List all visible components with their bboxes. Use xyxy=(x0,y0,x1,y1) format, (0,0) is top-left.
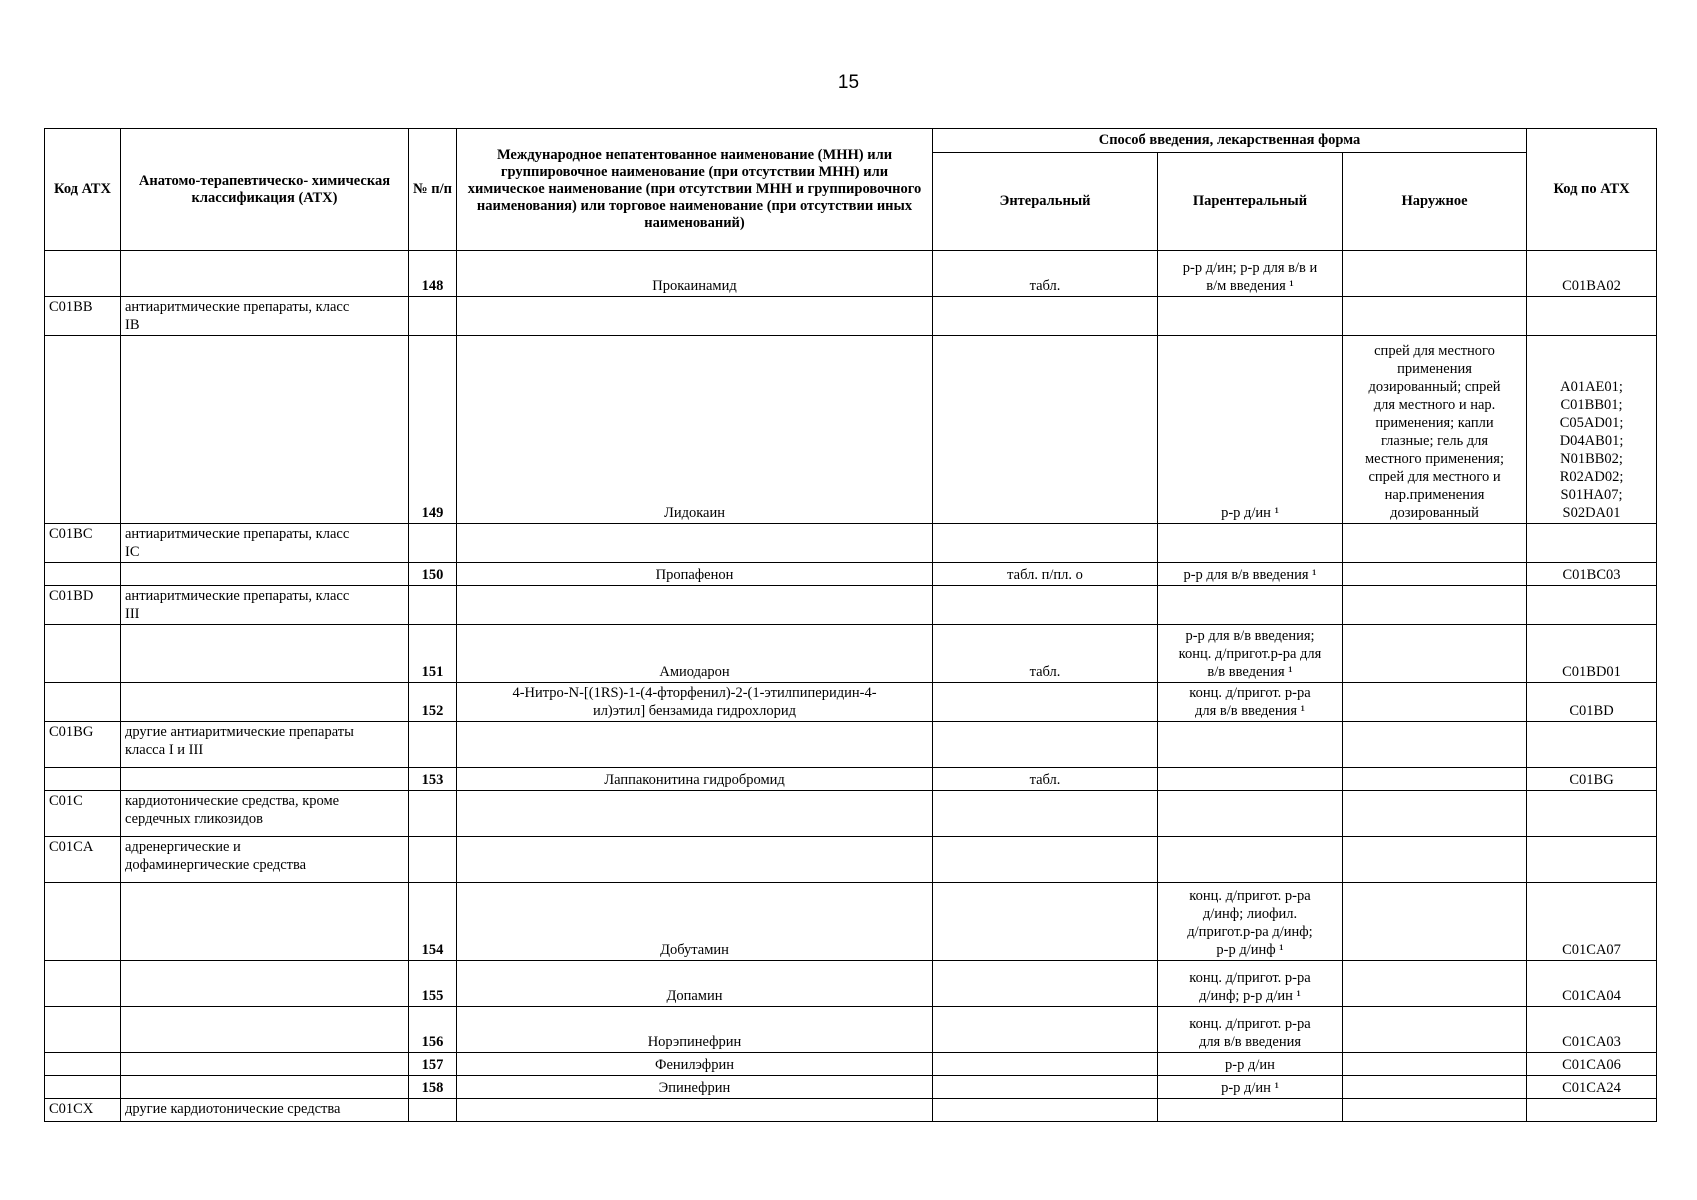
atc-code-by-cell: C01CA04 xyxy=(1527,961,1657,1007)
drug-name-cell xyxy=(457,297,933,336)
enteral-cell xyxy=(933,1099,1158,1122)
classification-cell xyxy=(121,251,409,297)
enteral-cell: табл. п/пл. о xyxy=(933,563,1158,586)
row-number-cell xyxy=(409,297,457,336)
external-cell xyxy=(1343,563,1527,586)
parenteral-cell xyxy=(1158,722,1343,768)
classification-cell xyxy=(121,768,409,791)
atc-code-by-cell: C01CA24 xyxy=(1527,1076,1657,1099)
external-cell xyxy=(1343,961,1527,1007)
table-row xyxy=(45,297,1657,336)
row-number-cell xyxy=(409,722,457,768)
parenteral-cell: р-р д/ин ¹ xyxy=(1158,1076,1343,1099)
header-route-group: Способ введения, лекарственная форма xyxy=(933,129,1527,153)
parenteral-cell: р-р д/ин xyxy=(1158,1053,1343,1076)
table-row xyxy=(45,961,1657,1007)
atc-code-by-cell: C01BD01 xyxy=(1527,625,1657,683)
enteral-cell xyxy=(933,883,1158,961)
classification-cell: антиаритмические препараты, класс IB xyxy=(121,297,409,336)
row-number-cell: 153 xyxy=(409,768,457,791)
table-row xyxy=(45,563,1657,586)
atc-code-by-cell xyxy=(1527,722,1657,768)
atc-code-by-cell: C01BG xyxy=(1527,768,1657,791)
atc-code-by-cell: C01BA02 xyxy=(1527,251,1657,297)
drug-name-cell xyxy=(457,586,933,625)
table-row xyxy=(45,524,1657,563)
table-row xyxy=(45,1007,1657,1053)
table-row xyxy=(45,791,1657,837)
classification-cell xyxy=(121,336,409,524)
row-number-cell: 158 xyxy=(409,1076,457,1099)
external-cell xyxy=(1343,524,1527,563)
row-number-cell xyxy=(409,837,457,883)
classification-cell xyxy=(121,961,409,1007)
parenteral-cell: конц. д/пригот. р-ра для в/в введения xyxy=(1158,1007,1343,1053)
external-cell xyxy=(1343,791,1527,837)
atc-code-cell xyxy=(45,1053,121,1076)
external-cell xyxy=(1343,625,1527,683)
atc-code-cell: C01BC xyxy=(45,524,121,563)
external-cell xyxy=(1343,1053,1527,1076)
header-classification: Анатомо-терапевтическо- химическая классификация (АТХ) xyxy=(121,129,409,251)
external-cell xyxy=(1343,1007,1527,1053)
external-cell xyxy=(1343,297,1527,336)
enteral-cell: табл. xyxy=(933,625,1158,683)
atc-code-cell: C01BB xyxy=(45,297,121,336)
classification-cell xyxy=(121,563,409,586)
drug-name-cell xyxy=(457,837,933,883)
classification-cell xyxy=(121,1007,409,1053)
table-row xyxy=(45,251,1657,297)
atc-code-by-cell: C01CA06 xyxy=(1527,1053,1657,1076)
atc-code-by-cell xyxy=(1527,524,1657,563)
enteral-cell xyxy=(933,1053,1158,1076)
drug-name-cell: Прокаинамид xyxy=(457,251,933,297)
table-row xyxy=(45,768,1657,791)
atc-code-cell: C01CX xyxy=(45,1099,121,1122)
header-enteral: Энтеральный xyxy=(933,153,1158,251)
drug-name-cell: Допамин xyxy=(457,961,933,1007)
atc-code-by-cell: C01BC03 xyxy=(1527,563,1657,586)
enteral-cell xyxy=(933,722,1158,768)
atc-code-cell xyxy=(45,883,121,961)
row-number-cell: 157 xyxy=(409,1053,457,1076)
drug-name-cell: 4-Нитро-N-[(1RS)-1-(4-фторфенил)-2-(1-этилпиперидин-4- ил)этил] бензамида гидрохлорид xyxy=(457,683,933,722)
header-number: № п/п xyxy=(409,129,457,251)
drug-name-cell xyxy=(457,791,933,837)
parenteral-cell: конц. д/пригот. р-ра д/инф; р-р д/ин ¹ xyxy=(1158,961,1343,1007)
table-row xyxy=(45,336,1657,524)
drug-name-cell: Фенилэфрин xyxy=(457,1053,933,1076)
table-header xyxy=(45,129,1657,251)
atc-code-cell xyxy=(45,336,121,524)
header-atc-code: Код АТХ xyxy=(45,129,121,251)
parenteral-cell xyxy=(1158,837,1343,883)
parenteral-cell: р-р для в/в введения ¹ xyxy=(1158,563,1343,586)
enteral-cell: табл. xyxy=(933,768,1158,791)
atc-code-cell xyxy=(45,1076,121,1099)
parenteral-cell xyxy=(1158,297,1343,336)
row-number-cell xyxy=(409,791,457,837)
drug-name-cell: Норэпинефрин xyxy=(457,1007,933,1053)
external-cell xyxy=(1343,837,1527,883)
drug-name-cell: Амиодарон xyxy=(457,625,933,683)
drug-name-cell: Лаппаконитина гидробромид xyxy=(457,768,933,791)
external-cell xyxy=(1343,883,1527,961)
parenteral-cell xyxy=(1158,524,1343,563)
table-row xyxy=(45,837,1657,883)
classification-cell: антиаритмические препараты, класс III xyxy=(121,586,409,625)
row-number-cell: 148 xyxy=(409,251,457,297)
external-cell xyxy=(1343,251,1527,297)
atc-code-by-cell xyxy=(1527,1099,1657,1122)
page-number: 15 xyxy=(837,72,860,93)
enteral-cell xyxy=(933,586,1158,625)
external-cell xyxy=(1343,1076,1527,1099)
table-body xyxy=(45,251,1657,1122)
atc-code-by-cell xyxy=(1527,791,1657,837)
enteral-cell xyxy=(933,961,1158,1007)
row-number-cell: 156 xyxy=(409,1007,457,1053)
drug-name-cell xyxy=(457,1099,933,1122)
external-cell xyxy=(1343,1099,1527,1122)
atc-code-cell xyxy=(45,683,121,722)
parenteral-cell xyxy=(1158,791,1343,837)
row-number-cell: 151 xyxy=(409,625,457,683)
drug-name-cell: Лидокаин xyxy=(457,336,933,524)
atc-code-cell xyxy=(45,563,121,586)
enteral-cell xyxy=(933,791,1158,837)
enteral-cell xyxy=(933,837,1158,883)
table-row xyxy=(45,1076,1657,1099)
enteral-cell xyxy=(933,683,1158,722)
atc-code-by-cell: C01BD xyxy=(1527,683,1657,722)
classification-cell xyxy=(121,1076,409,1099)
atc-code-by-cell xyxy=(1527,586,1657,625)
parenteral-cell: конц. д/пригот. р-ра для в/в введения ¹ xyxy=(1158,683,1343,722)
classification-cell: другие антиаритмические препараты класса I и III xyxy=(121,722,409,768)
enteral-cell xyxy=(933,336,1158,524)
parenteral-cell xyxy=(1158,1099,1343,1122)
atc-code-by-cell: A01AE01; C01BB01; C05AD01; D04AB01; N01BB02; R02AD02; S01HA07; S02DA01 xyxy=(1527,336,1657,524)
drug-name-cell xyxy=(457,722,933,768)
table-row xyxy=(45,722,1657,768)
row-number-cell xyxy=(409,586,457,625)
enteral-cell xyxy=(933,1007,1158,1053)
enteral-cell: табл. xyxy=(933,251,1158,297)
parenteral-cell xyxy=(1158,586,1343,625)
atc-code-cell: C01CA xyxy=(45,837,121,883)
drug-name-cell: Добутамин xyxy=(457,883,933,961)
enteral-cell xyxy=(933,297,1158,336)
classification-cell xyxy=(121,1053,409,1076)
table-row xyxy=(45,1099,1657,1122)
atc-code-by-cell xyxy=(1527,297,1657,336)
atc-code-cell xyxy=(45,625,121,683)
row-number-cell xyxy=(409,524,457,563)
drug-name-cell: Эпинефрин xyxy=(457,1076,933,1099)
external-cell xyxy=(1343,722,1527,768)
external-cell: спрей для местного применения дозированный; спрей для местного и нар. применения; капли глазные; гель для местного применения; спрей для местного и нар.применения дозированный xyxy=(1343,336,1527,524)
enteral-cell xyxy=(933,1076,1158,1099)
classification-cell xyxy=(121,625,409,683)
classification-cell: адренергические и дофаминергические средства xyxy=(121,837,409,883)
table-row xyxy=(45,625,1657,683)
external-cell xyxy=(1343,768,1527,791)
row-number-cell: 155 xyxy=(409,961,457,1007)
header-external: Наружное xyxy=(1343,153,1527,251)
header-atc-by: Код по АТХ xyxy=(1527,129,1657,251)
row-number-cell: 152 xyxy=(409,683,457,722)
drug-table xyxy=(44,128,1657,1122)
parenteral-cell: р-р д/ин; р-р для в/в и в/м введения ¹ xyxy=(1158,251,1343,297)
classification-cell: антиаритмические препараты, класс IC xyxy=(121,524,409,563)
classification-cell: другие кардиотонические средства xyxy=(121,1099,409,1122)
row-number-cell: 150 xyxy=(409,563,457,586)
table-row xyxy=(45,586,1657,625)
table-row xyxy=(45,683,1657,722)
atc-code-cell xyxy=(45,768,121,791)
atc-code-cell xyxy=(45,1007,121,1053)
row-number-cell xyxy=(409,1099,457,1122)
atc-code-cell: C01C xyxy=(45,791,121,837)
atc-code-by-cell xyxy=(1527,837,1657,883)
header-drug-name: Международное непатентованное наименование (МНН) или группировочное наименование (при отсутствии МНН) или химическое наименование (при отсутствии МНН и группировочного наименования) или торговое наименование (при отсутствии иных наименований) xyxy=(457,129,933,251)
enteral-cell xyxy=(933,524,1158,563)
classification-cell xyxy=(121,683,409,722)
table-row xyxy=(45,883,1657,961)
table-row xyxy=(45,1053,1657,1076)
atc-code-cell xyxy=(45,961,121,1007)
parenteral-cell: р-р для в/в введения; конц. д/пригот.р-ра для в/в введения ¹ xyxy=(1158,625,1343,683)
classification-cell xyxy=(121,883,409,961)
external-cell xyxy=(1343,683,1527,722)
drug-name-cell: Пропафенон xyxy=(457,563,933,586)
atc-code-by-cell: C01CA07 xyxy=(1527,883,1657,961)
atc-code-cell: C01BD xyxy=(45,586,121,625)
row-number-cell: 154 xyxy=(409,883,457,961)
external-cell xyxy=(1343,586,1527,625)
atc-code-by-cell: C01CA03 xyxy=(1527,1007,1657,1053)
header-parenteral: Парентеральный xyxy=(1158,153,1343,251)
parenteral-cell: р-р д/ин ¹ xyxy=(1158,336,1343,524)
row-number-cell: 149 xyxy=(409,336,457,524)
parenteral-cell: конц. д/пригот. р-ра д/инф; лиофил. д/пригот.р-ра д/инф; р-р д/инф ¹ xyxy=(1158,883,1343,961)
atc-code-cell: C01BG xyxy=(45,722,121,768)
classification-cell: кардиотонические средства, кроме сердечных гликозидов xyxy=(121,791,409,837)
drug-name-cell xyxy=(457,524,933,563)
atc-code-cell xyxy=(45,251,121,297)
parenteral-cell xyxy=(1158,768,1343,791)
